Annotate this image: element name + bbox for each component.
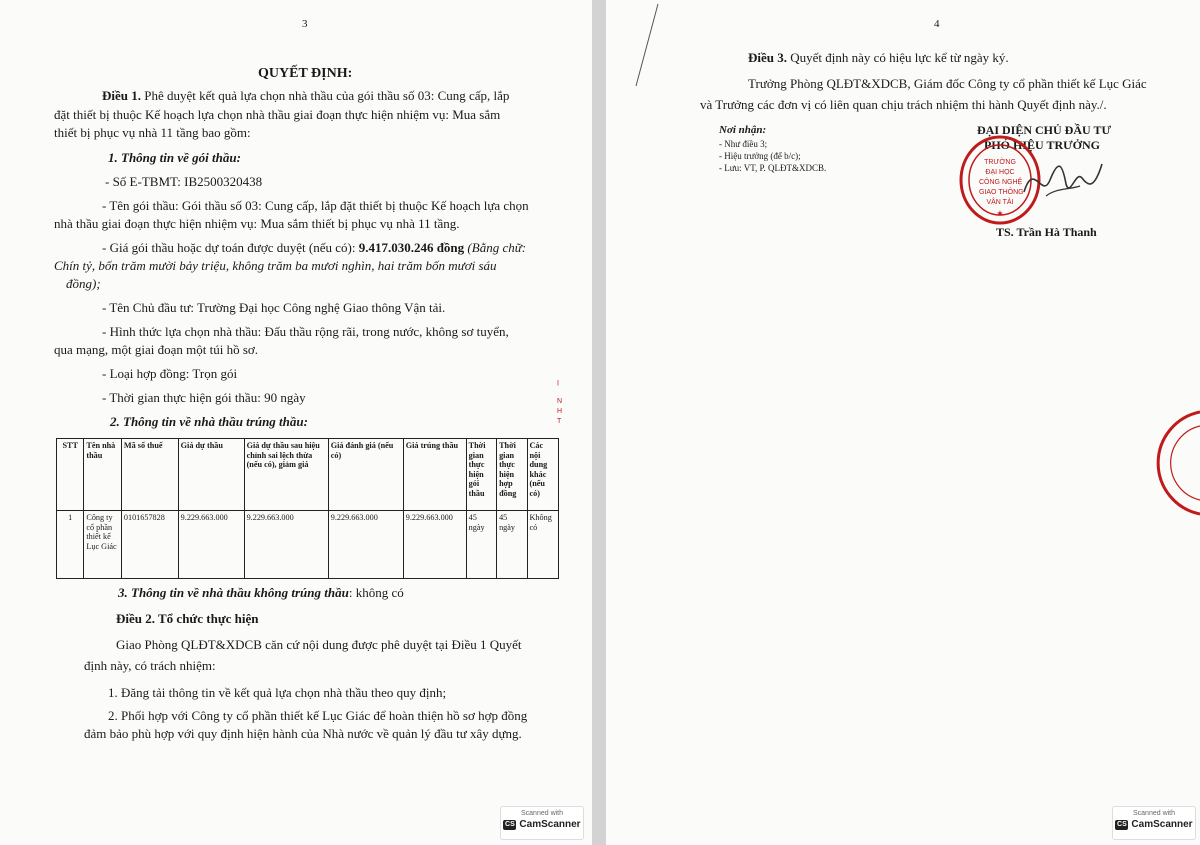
bid-price-line-1: [102, 240, 526, 256]
camscanner-brand: CamScanner: [1131, 819, 1193, 830]
scan-edge-line: [628, 0, 668, 90]
section-2-heading: 2. Thông tin về nhà thầu trúng thầu:: [110, 414, 308, 429]
bid-price-words-line-3: đồng);: [66, 276, 101, 291]
col-header: Giá dự thầu: [178, 439, 244, 511]
article-2-heading: Điều 2. Tổ chức thực hiện: [116, 611, 259, 626]
margin-letter: T: [557, 418, 562, 425]
recipient-item: - Như điều 3;: [719, 139, 768, 149]
svg-text:★: ★: [996, 209, 1004, 218]
handwritten-signature: [1016, 150, 1106, 210]
table-header-row: [57, 439, 559, 511]
project-owner: - Tên Chủ đầu tư: Trường Đại học Công nghệ Giao thông Vận tải.: [102, 300, 446, 315]
recipient-item: - Lưu: VT, P. QLĐT&XDCB.: [719, 163, 827, 173]
camscanner-brand: CamScanner: [519, 819, 581, 830]
margin-letter: N: [557, 398, 563, 405]
col-header: Giá dự thầu sau hiệu chỉnh sai lệch thừa (nếu có), giảm giá: [244, 439, 328, 511]
bid-price-label: - Giá gói thầu hoặc dự toán được duyệt (nếu có):: [102, 240, 359, 255]
camscanner-badge: [1112, 806, 1196, 840]
table-cell: 9.229.663.000: [178, 511, 244, 579]
seal-line: TRƯỜNG: [984, 159, 1016, 166]
table-cell: 45 ngày: [466, 511, 496, 579]
article-3-text: Quyết định này có hiệu lực kể từ ngày ký.: [787, 50, 1009, 65]
scanned-with-text: Scanned with: [1132, 810, 1176, 817]
seal-line: CÔNG NGHỆ: [979, 179, 1023, 186]
seal-text: [979, 158, 1024, 208]
article-2-line-1: Giao Phòng QLĐT&XDCB căn cứ nội dung được phê duyệt tại Điều 1 Quyết: [116, 637, 522, 652]
contract-type: - Loại hợp đồng: Trọn gói: [102, 366, 238, 381]
table-cell: 0101657828: [121, 511, 178, 579]
col-header: Giá trúng thầu: [403, 439, 466, 511]
partial-seal-edge: [1156, 408, 1200, 518]
seal-line: GIAO THÔNG: [979, 189, 1024, 196]
article-3-label: Điều 3.: [748, 50, 787, 65]
section-3-line: [118, 585, 404, 601]
bid-price-words-start: (Bằng chữ:: [464, 240, 527, 255]
article-1-label: Điều 1.: [102, 88, 141, 103]
camscanner-badge: [500, 806, 584, 840]
bid-name-line-2: nhà thầu giai đoạn thực hiện nhiệm vụ: Mua sắm thiết bị phục vụ nhà 11 tầng.: [54, 216, 460, 231]
table-cell: 9.229.663.000: [328, 511, 403, 579]
bid-number: - Số E-TBMT: IB2500320438: [105, 174, 263, 189]
camscanner-logo-icon: CS: [505, 820, 515, 828]
article-2-line-2: định này, có trách nhiệm:: [84, 658, 216, 673]
article-1-line-2: đặt thiết bị thuộc Kế hoạch lựa chọn nhà thầu giai đoạn thực hiện nhiệm vụ: Mua sắm: [54, 107, 501, 122]
table-cell: 45 ngày: [497, 511, 527, 579]
article-1-text: Phê duyệt kết quả lựa chọn nhà thầu của gói thầu số 03: Cung cấp, lắp: [141, 88, 510, 103]
col-header: Thời gian thực hiện gói thầu: [466, 439, 496, 511]
col-header: Mã số thuế: [121, 439, 178, 511]
camscanner-logo-icon: CS: [1117, 820, 1127, 828]
scanned-with-text: Scanned with: [520, 810, 564, 817]
section-1-heading: 1. Thông tin về gói thầu:: [108, 150, 241, 165]
responsibility-line-1: Trưởng Phòng QLĐT&XDCB, Giám đốc Công ty cổ phần thiết kế Lục Giác: [748, 76, 1147, 91]
article-2-item-2-line-2: đảm bảo phù hợp với quy định hiện hành của Nhà nước về quản lý đầu tư xây dựng.: [84, 726, 522, 741]
page-gutter: [592, 0, 606, 845]
bid-price-value: 9.417.030.246 đồng: [358, 240, 465, 255]
article-3-line: [748, 50, 1009, 66]
article-2-item-1: 1. Đăng tải thông tin về kết quả lựa chọn nhà thầu theo quy định;: [108, 685, 447, 700]
signer-title-line-1: ĐẠI DIỆN CHỦ ĐẦU TƯ: [977, 123, 1112, 137]
document-page-4: [606, 0, 1200, 845]
bid-price-words-line-2: Chín tỷ, bốn trăm mười bảy triệu, không trăm ba mươi nghìn, hai trăm bốn mươi sáu: [54, 258, 497, 273]
margin-letter: Ị: [557, 380, 559, 387]
signer-title-line-2: PHÓ HIỆU TRƯỞNG: [984, 138, 1101, 152]
responsibility-line-2: và Trưởng các đơn vị có liên quan chịu trách nhiệm thi hành Quyết định này./.: [700, 97, 1107, 112]
seal-line: ĐẠI HỌC: [985, 169, 1015, 176]
article-1-line-1: [102, 88, 509, 104]
col-header: Giá đánh giá (nếu có): [328, 439, 403, 511]
camscanner-brand-row: [1113, 819, 1195, 830]
page-number: 3: [302, 18, 308, 30]
page-number: 4: [934, 18, 940, 30]
seal-line: VẬN TẢI: [986, 199, 1014, 206]
margin-letter: H: [557, 408, 563, 415]
col-header: Các nội dung khác (nếu có): [527, 439, 559, 511]
bid-duration: - Thời gian thực hiện gói thầu: 90 ngày: [102, 390, 306, 405]
table-cell: 1: [57, 511, 84, 579]
article-2-item-2-line-1: 2. Phối hợp với Công ty cổ phần thiết kế Lục Giác để hoàn thiện hồ sơ hợp đồng: [108, 708, 528, 723]
camscanner-brand-row: [501, 819, 583, 830]
table-cell: Không có: [527, 511, 559, 579]
table-row: [57, 511, 559, 579]
decision-title: QUYẾT ĐỊNH:: [258, 66, 353, 81]
signer-name: TS. Trần Hà Thanh: [996, 225, 1097, 239]
recipient-item: - Hiệu trưởng (để b/c);: [719, 151, 801, 161]
section-3-value: : không có: [348, 585, 404, 600]
winning-bidder-table: [56, 438, 559, 579]
table-cell: Công ty cổ phần thiết kế Lục Giác: [84, 511, 122, 579]
selection-method-line-1: - Hình thức lựa chọn nhà thầu: Đấu thầu rộng rãi, trong nước, không sơ tuyển,: [102, 324, 509, 339]
recipients-title: Nơi nhận:: [719, 124, 767, 136]
table-cell: 9.229.663.000: [403, 511, 466, 579]
section-3-heading: 3. Thông tin về nhà thầu không trúng thầu: [118, 585, 349, 600]
article-1-line-3: thiết bị phục vụ nhà 11 tầng bao gồm:: [54, 125, 251, 140]
col-header: Thời gian thực hiện hợp đồng: [497, 439, 527, 511]
table-cell: 9.229.663.000: [244, 511, 328, 579]
col-header: STT: [57, 439, 84, 511]
col-header: Tên nhà thầu: [84, 439, 122, 511]
bid-name-line-1: - Tên gói thầu: Gói thầu số 03: Cung cấp, lắp đặt thiết bị thuộc Kế hoạch lựa chọn: [102, 198, 529, 213]
document-page-3: [0, 0, 592, 845]
selection-method-line-2: qua mạng, một giai đoạn một túi hồ sơ.: [54, 342, 259, 357]
